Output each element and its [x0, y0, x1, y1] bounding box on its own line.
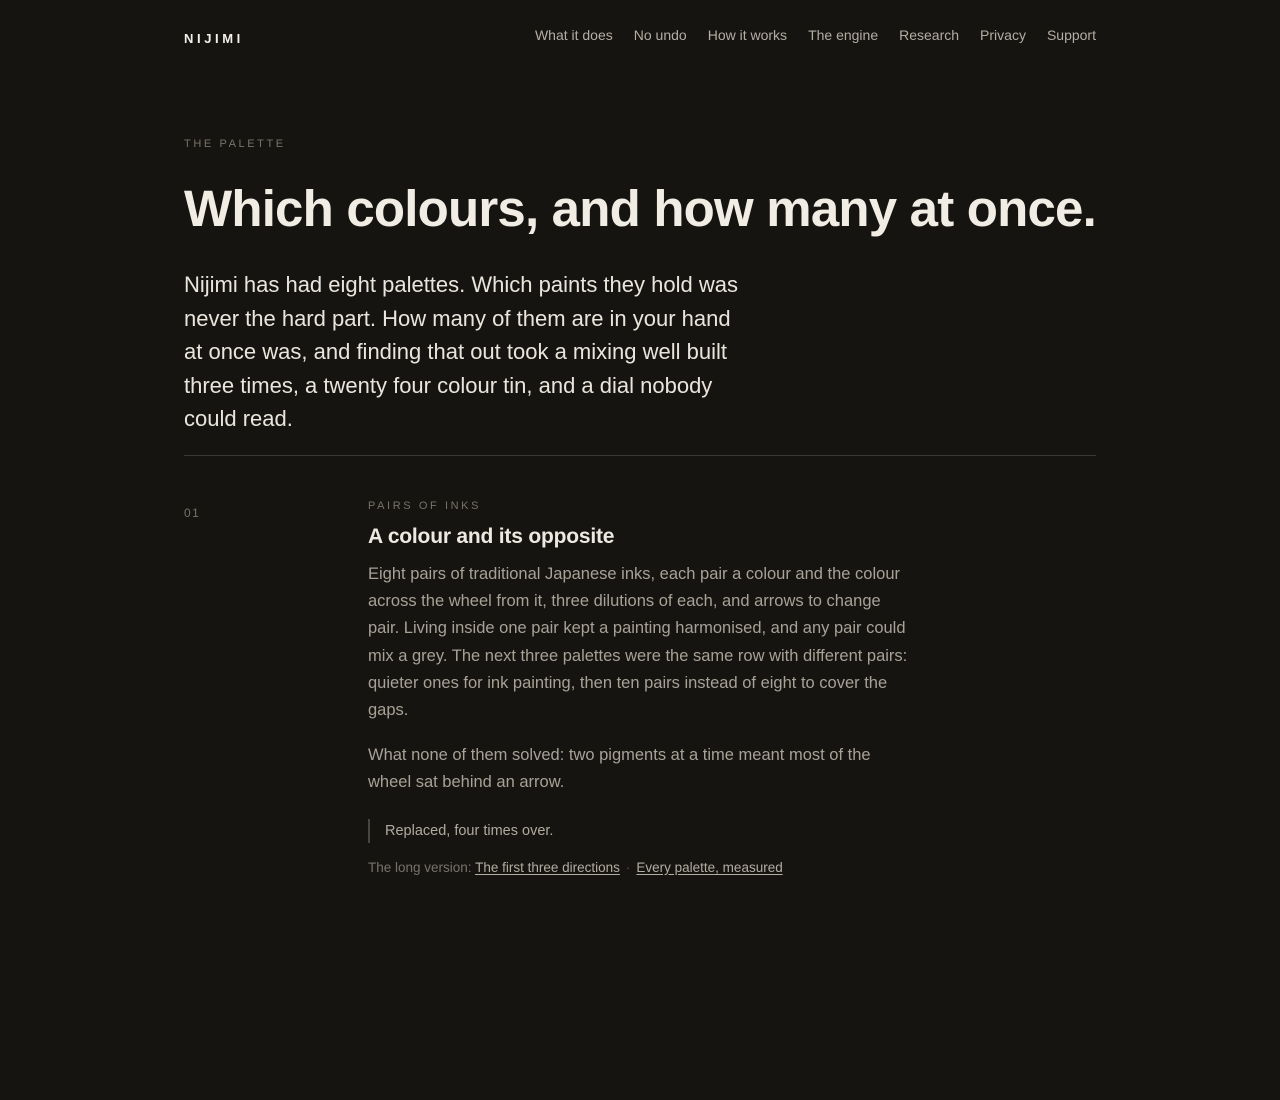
nav-link-no-undo[interactable]: No undo — [633, 27, 687, 43]
main-nav — [535, 26, 1096, 44]
link-separator: · — [625, 859, 631, 875]
long-version-links — [368, 858, 913, 878]
section-quote: Replaced, four times over. — [368, 819, 913, 843]
nav-link-how-it-works[interactable]: How it works — [707, 27, 788, 43]
hero-eyebrow: THE PALETTE — [184, 138, 286, 150]
section-kicker: PAIRS OF INKS — [368, 500, 482, 512]
link-first-three-directions[interactable]: The first three directions — [475, 859, 620, 875]
section-pairs-of-inks — [368, 499, 913, 878]
nav-link-the-engine[interactable]: The engine — [808, 27, 879, 43]
section-paragraph: What none of them solved: two pigments at a time meant most of the wheel sat behind an arrow. — [368, 746, 871, 792]
link-every-palette-measured[interactable]: Every palette, measured — [636, 859, 783, 875]
nav-link-what-it-does[interactable]: What it does — [534, 27, 613, 43]
nav-link-privacy[interactable]: Privacy — [980, 27, 1026, 43]
logo[interactable]: NIJIMI — [184, 31, 244, 46]
nav-link-research[interactable]: Research — [899, 27, 960, 43]
section-paragraph: Eight pairs of traditional Japanese inks, each pair a colour and the colour across the wheel from it, three dilutions of each, and arrows to change pair. Living inside one pair kept a painting harmonised, and any pair could mix a grey. The next three palettes were the same row with different pairs: quieter ones for ink painting, then ten pairs instead of eight to cover the gaps. — [368, 565, 908, 720]
nav-link-support[interactable]: Support — [1046, 27, 1096, 43]
section-divider — [184, 455, 1096, 456]
site-header — [184, 26, 1096, 48]
hero-lede: Nijimi has had eight palettes. Which paints they hold was never the hard part. How many of them are in your hand at once was, and finding that out took a mixing well built three times, a twenty four colour tin, and a dial nobody could read. — [184, 272, 738, 431]
section-title: A colour and its opposite — [368, 525, 615, 548]
page-title: Which colours, and how many at once. — [184, 180, 1096, 237]
long-version-prefix: The long version: — [368, 859, 472, 875]
section-number: 01 — [184, 506, 201, 520]
